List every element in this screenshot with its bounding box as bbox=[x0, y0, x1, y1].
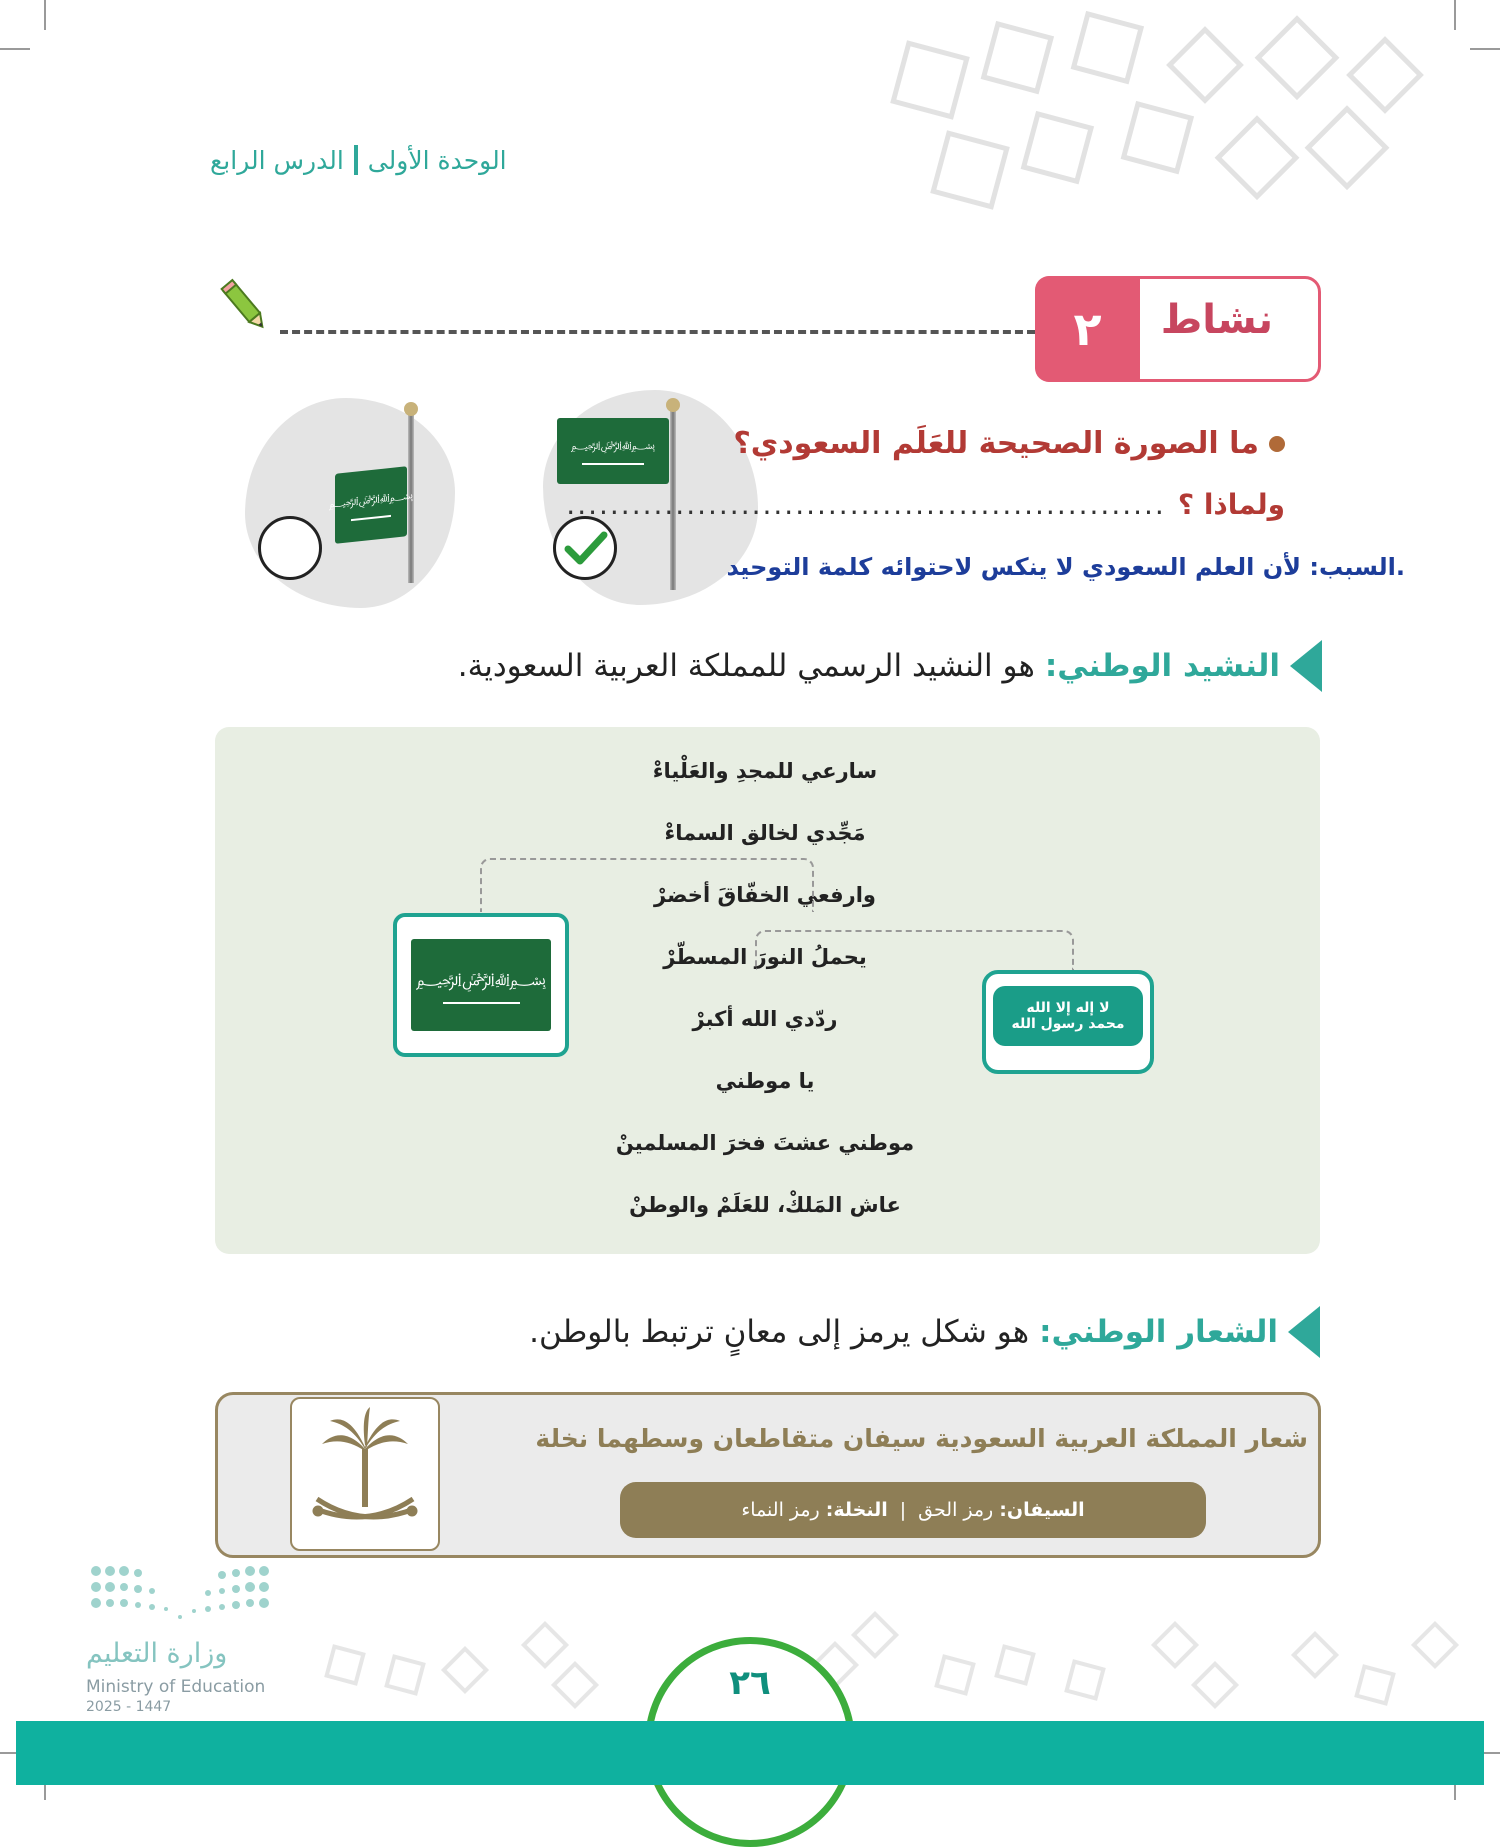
full-mast-flag bbox=[557, 418, 669, 484]
flag-inscription: ﷽ bbox=[570, 438, 656, 452]
answer-circle-checked[interactable] bbox=[553, 516, 617, 580]
connector-line bbox=[480, 858, 814, 912]
connector-line bbox=[755, 930, 1074, 970]
shahada-frame bbox=[982, 970, 1154, 1074]
flag-frame bbox=[393, 913, 569, 1057]
decorative-pattern bbox=[880, 10, 1440, 230]
anthem-line: وارفعي الخفّاقَ أخضرْ bbox=[654, 883, 876, 907]
activity-badge bbox=[1035, 276, 1321, 382]
shahada-text bbox=[993, 986, 1143, 1046]
ministry-logo-icon bbox=[90, 1563, 270, 1623]
emblem-frame bbox=[290, 1397, 440, 1551]
question-text: ما الصورة الصحيحة للعَلَم السعودي؟ bbox=[733, 426, 1259, 461]
shahada-line-1: لا إله إلا الله bbox=[1026, 1000, 1110, 1016]
ministry-english-name: Ministry of Education bbox=[86, 1677, 266, 1697]
activity-label: نشاط bbox=[1160, 297, 1273, 343]
dashed-divider bbox=[280, 330, 1035, 334]
header-separator bbox=[354, 145, 358, 175]
lesson-label: الدرس الرابع bbox=[210, 145, 344, 175]
reason-label: .السبب: bbox=[1309, 553, 1405, 581]
anthem-line: سارعي للمجدِ والعَلْياءْ bbox=[652, 759, 878, 783]
emblem-term: الشعار الوطني: bbox=[1039, 1314, 1278, 1350]
activity-number: ٢ bbox=[1035, 276, 1140, 382]
anthem-heading bbox=[458, 640, 1322, 692]
flag-inscription: ﷽ bbox=[415, 969, 547, 990]
saudi-emblem-icon bbox=[292, 1399, 438, 1549]
bar-separator: | bbox=[899, 1499, 907, 1521]
reason-line bbox=[726, 553, 1405, 581]
crop-mark bbox=[1454, 0, 1456, 30]
question-line bbox=[733, 426, 1285, 461]
reason-text: لأن العلم السعودي لا ينكس لاحتوائه كلمة التوحيد bbox=[726, 553, 1302, 581]
crop-mark bbox=[1470, 48, 1500, 50]
emblem-definition: هو شكل يرمز إلى معانٍ ترتبط بالوطن. bbox=[529, 1314, 1030, 1350]
decorative-pattern bbox=[300, 1600, 1480, 1715]
flag-pole-top bbox=[404, 402, 418, 416]
flag-sword bbox=[351, 514, 391, 520]
anthem-term: النشيد الوطني: bbox=[1044, 648, 1280, 684]
why-text: ولماذا ؟ bbox=[1177, 488, 1285, 521]
flag-sword bbox=[582, 463, 644, 465]
anthem-line: موطني عشتَ فخرَ المسلمينْ bbox=[615, 1131, 915, 1155]
unit-label: الوحدة الأولى bbox=[367, 145, 507, 175]
saudi-flag bbox=[411, 939, 551, 1031]
emblem-meaning-bar bbox=[620, 1482, 1206, 1538]
flag-inscription: ﷽ bbox=[328, 488, 414, 510]
page-number: ٢٦ bbox=[729, 1663, 771, 1703]
chevron-left-icon bbox=[1290, 640, 1322, 692]
anthem-line: يا موطني bbox=[715, 1069, 815, 1093]
flag-pole-top bbox=[666, 398, 680, 412]
anthem-line: عاش المَلكْ، للعَلَمْ والوطنْ bbox=[629, 1193, 901, 1217]
anthem-box bbox=[215, 727, 1320, 1254]
pencil-icon bbox=[220, 276, 270, 336]
unit-lesson-header bbox=[210, 140, 540, 180]
footer-bar bbox=[16, 1721, 1484, 1785]
crop-mark bbox=[0, 48, 30, 50]
answer-circle-empty[interactable] bbox=[258, 516, 322, 580]
crop-mark bbox=[44, 0, 46, 30]
shahada-line-2: محمد رسول الله bbox=[1011, 1016, 1125, 1032]
flag-sword bbox=[443, 1002, 520, 1004]
answer-dots[interactable]: ....................................................... bbox=[566, 488, 1166, 521]
swords-label: السيفان: bbox=[999, 1499, 1085, 1521]
chevron-left-icon bbox=[1288, 1306, 1320, 1358]
half-mast-flag bbox=[328, 466, 414, 544]
anthem-line: يحملُ النورَ المسطّرْ bbox=[663, 945, 867, 969]
anthem-line: مَجِّدي لخالق السماءْ bbox=[664, 821, 866, 845]
anthem-line: ردّدي الله أكبرْ bbox=[692, 1007, 838, 1031]
emblem-heading bbox=[529, 1306, 1320, 1358]
bullet-icon bbox=[1269, 436, 1285, 452]
check-icon bbox=[556, 519, 614, 577]
palm-label: النخلة: bbox=[825, 1499, 888, 1521]
ministry-year: 2025 - 1447 bbox=[86, 1699, 172, 1715]
anthem-definition: هو النشيد الرسمي للمملكة العربية السعودية. bbox=[457, 648, 1035, 684]
palm-value: رمز النماء bbox=[741, 1499, 820, 1521]
swords-value: رمز الحق bbox=[918, 1499, 994, 1521]
ministry-arabic-name: وزارة التعليم bbox=[86, 1638, 228, 1669]
why-line bbox=[566, 488, 1285, 521]
emblem-title: شعار المملكة العربية السعودية سيفان متقاطعان وسطهما نخلة bbox=[535, 1424, 1308, 1453]
